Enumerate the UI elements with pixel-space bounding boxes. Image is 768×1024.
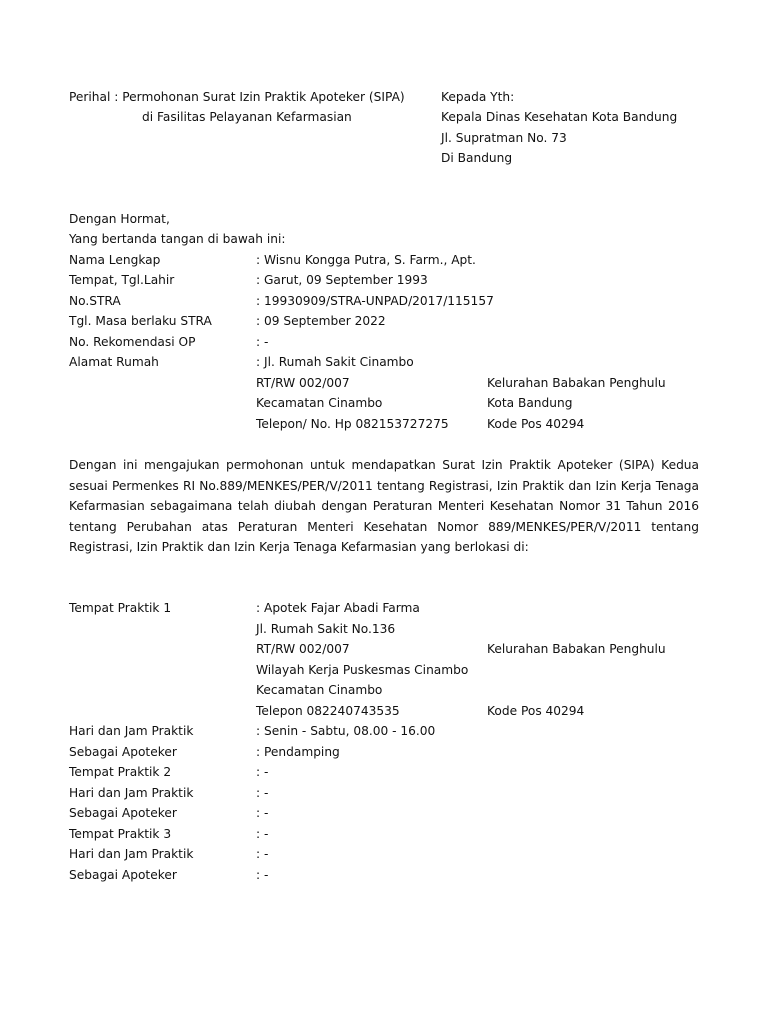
field-label: Hari dan Jam Praktik xyxy=(69,786,194,800)
field-value: : - xyxy=(256,847,269,861)
intro-text: Yang bertanda tangan di bawah ini: xyxy=(69,232,286,246)
field-label: Sebagai Apoteker xyxy=(69,806,177,820)
address-line: Kecamatan Cinambo xyxy=(256,683,383,697)
field-label: Sebagai Apoteker xyxy=(69,868,177,882)
field-value: : Jl. Rumah Sakit Cinambo xyxy=(256,355,414,369)
field-label: Hari dan Jam Praktik xyxy=(69,847,194,861)
subject-label: Perihal xyxy=(69,90,111,104)
address-line: Telepon 082240743535 xyxy=(256,704,400,718)
recipient-line: Kepala Dinas Kesehatan Kota Bandung xyxy=(441,110,678,124)
greeting: Dengan Hormat, xyxy=(69,212,170,226)
address-line: RT/RW 002/007 xyxy=(256,376,350,390)
field-value: : - xyxy=(256,786,269,800)
address-line: Wilayah Kerja Puskesmas Cinambo xyxy=(256,663,469,677)
field-label: Sebagai Apoteker xyxy=(69,745,177,759)
field-value: : Wisnu Kongga Putra, S. Farm., Apt. xyxy=(256,253,476,267)
field-value: : 09 September 2022 xyxy=(256,314,386,328)
address-line: Kelurahan Babakan Penghulu xyxy=(487,642,666,656)
address-line: Kecamatan Cinambo xyxy=(256,396,383,410)
field-label: Tempat Praktik 1 xyxy=(69,601,172,615)
address-line: RT/RW 002/007 xyxy=(256,642,350,656)
field-value: : Garut, 09 September 1993 xyxy=(256,273,428,287)
subject-text: Permohonan Surat Izin Praktik Apoteker (SIPA) xyxy=(122,90,405,104)
field-value: : - xyxy=(256,868,269,882)
field-label: Nama Lengkap xyxy=(69,253,161,267)
recipient-line: Di Bandung xyxy=(441,151,513,165)
subject-line-2: di Fasilitas Pelayanan Kefarmasian xyxy=(142,110,352,124)
field-label: Tgl. Masa berlaku STRA xyxy=(69,314,212,328)
field-label: No. Rekomendasi OP xyxy=(69,335,196,349)
address-line: Kode Pos 40294 xyxy=(487,417,585,431)
field-value: : - xyxy=(256,335,269,349)
field-value: : Senin - Sabtu, 08.00 - 16.00 xyxy=(256,724,436,738)
field-value: : - xyxy=(256,765,269,779)
recipient-line: Kepada Yth: xyxy=(441,90,515,104)
field-label: Tempat Praktik 3 xyxy=(69,827,172,841)
field-label: Alamat Rumah xyxy=(69,355,159,369)
body-paragraph: Dengan ini mengajukan permohonan untuk mendapatkan Surat Izin Praktik Apoteker (SIPA) Kedua sesuai Permenkes RI No.889/MENKES/PER/V/2011 tentang Registrasi, Izin Praktik dan Izin Kerja Tenaga Kefarmasian sebagaimana telah diubah dengan Peraturan Menteri Kesehatan Nomor 31 Tahun 2016 tentang Perubahan atas Peraturan Menteri Kesehatan Nomor 889/MENKES/PER/V/2011 tentang Registrasi, Izin Praktik dan Izin Kerja Tenaga Kefarmasian yang berlokasi di: xyxy=(69,458,699,555)
field-value: : 19930909/STRA-UNPAD/2017/115157 xyxy=(256,294,494,308)
field-value: : Pendamping xyxy=(256,745,340,759)
field-label: Tempat Praktik 2 xyxy=(69,765,172,779)
field-label: Hari dan Jam Praktik xyxy=(69,724,194,738)
field-label: No.STRA xyxy=(69,294,121,308)
recipient-line: Jl. Supratman No. 73 xyxy=(441,131,567,145)
subject-line: Perihal : Permohonan Surat Izin Praktik Apoteker (SIPA) xyxy=(69,90,405,104)
address-line: Jl. Rumah Sakit No.136 xyxy=(256,622,396,636)
address-line: Kota Bandung xyxy=(487,396,573,410)
field-label: Tempat, Tgl.Lahir xyxy=(69,273,175,287)
field-value: : Apotek Fajar Abadi Farma xyxy=(256,601,420,615)
address-line: Kode Pos 40294 xyxy=(487,704,585,718)
field-value: : - xyxy=(256,806,269,820)
address-line: Kelurahan Babakan Penghulu xyxy=(487,376,666,390)
address-line: Telepon/ No. Hp 082153727275 xyxy=(256,417,449,431)
field-value: : - xyxy=(256,827,269,841)
